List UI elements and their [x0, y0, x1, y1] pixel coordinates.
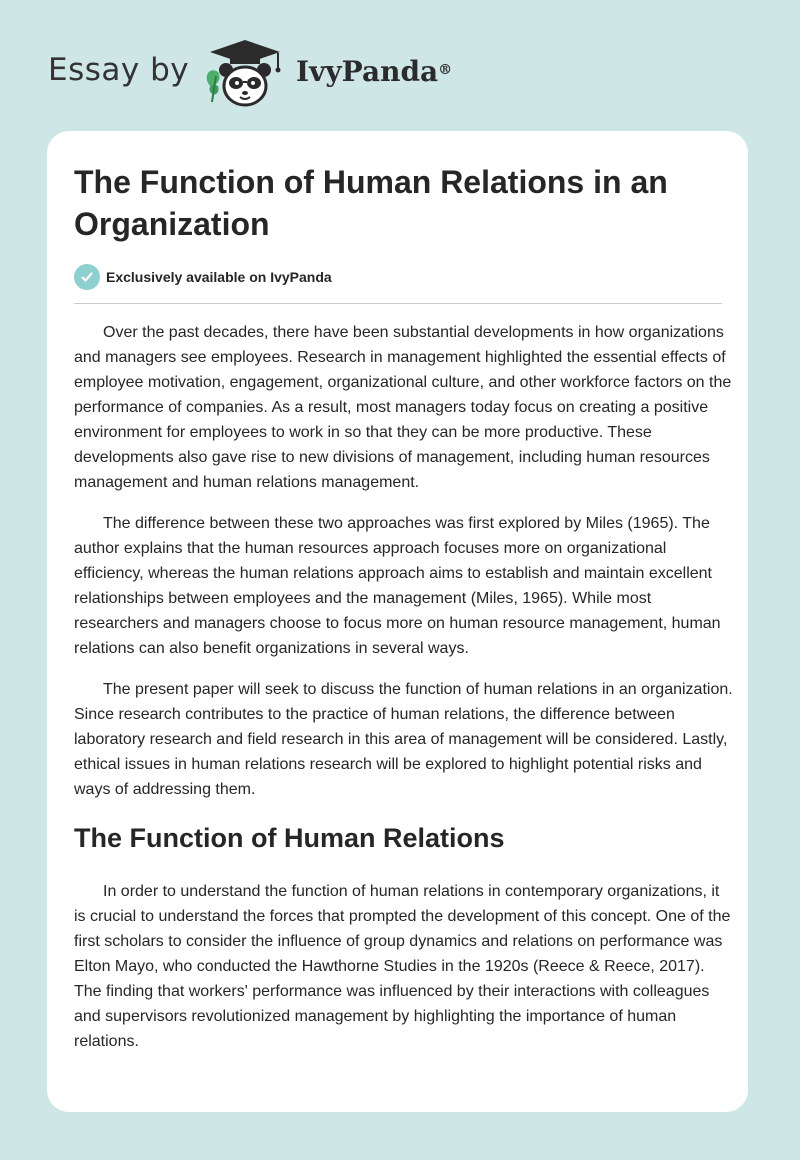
exclusive-badge — [74, 264, 332, 290]
check-circle-icon — [74, 264, 100, 290]
article-card — [47, 131, 748, 1112]
paragraph: In order to understand the function of human relations in contemporary organizations, it is crucial to understand the forces that prompted the development of this concept. One of the first scholars to consider the influence of group dynamics and relations on performance was Elton Mayo, who conducted the Hawthorne Studies in the 1920s (Reece & Reece, 2017). The finding that workers' performance was influenced by their interactions with colleagues and supervisors revolutionized management by highlighting the importance of human relations. — [74, 883, 731, 1050]
essay-by-label: Essay by — [48, 52, 190, 88]
brand-name[interactable]: IvyPanda® — [296, 55, 453, 88]
panda-logo-icon — [200, 36, 290, 110]
paragraph: The present paper will seek to discuss the function of human relations in an organization. Since research contributes to the practice of human relations, the difference between laboratory research and field research in this area of management will be considered. Lastly, ethical issues in human relations research will be explored to highlight potential risks and ways of addressing them. — [74, 681, 733, 798]
site-header — [0, 0, 800, 130]
title-divider — [74, 303, 722, 304]
paragraph: The difference between these two approaches was first explored by Miles (1965). The author explains that the human resources approach focuses more on organizational efficiency, whereas the human relations approach aims to establish and maintain excellent relationships between employees and the management (Miles, 1965). While most researchers and managers choose to focus more on human resource management, human relations can also benefit organizations in several ways. — [74, 515, 721, 657]
section-heading: The Function of Human Relations — [74, 823, 505, 853]
paragraph: Over the past decades, there have been substantial developments in how organizations and managers see employees. Research in management highlighted the essential effects of employee motivation, engagement, organizational culture, and other workforce factors on the performance of companies. As a result, most managers today focus on creating a positive environment for employees to work in so that they can be more productive. These developments also gave rise to new divisions of management, including human resources management and human relations management. — [74, 324, 732, 491]
article-title: The Function of Human Relations in an Organization — [74, 164, 668, 242]
registered-mark: ® — [438, 62, 453, 78]
exclusive-badge-label: Exclusively available on IvyPanda — [106, 269, 332, 285]
